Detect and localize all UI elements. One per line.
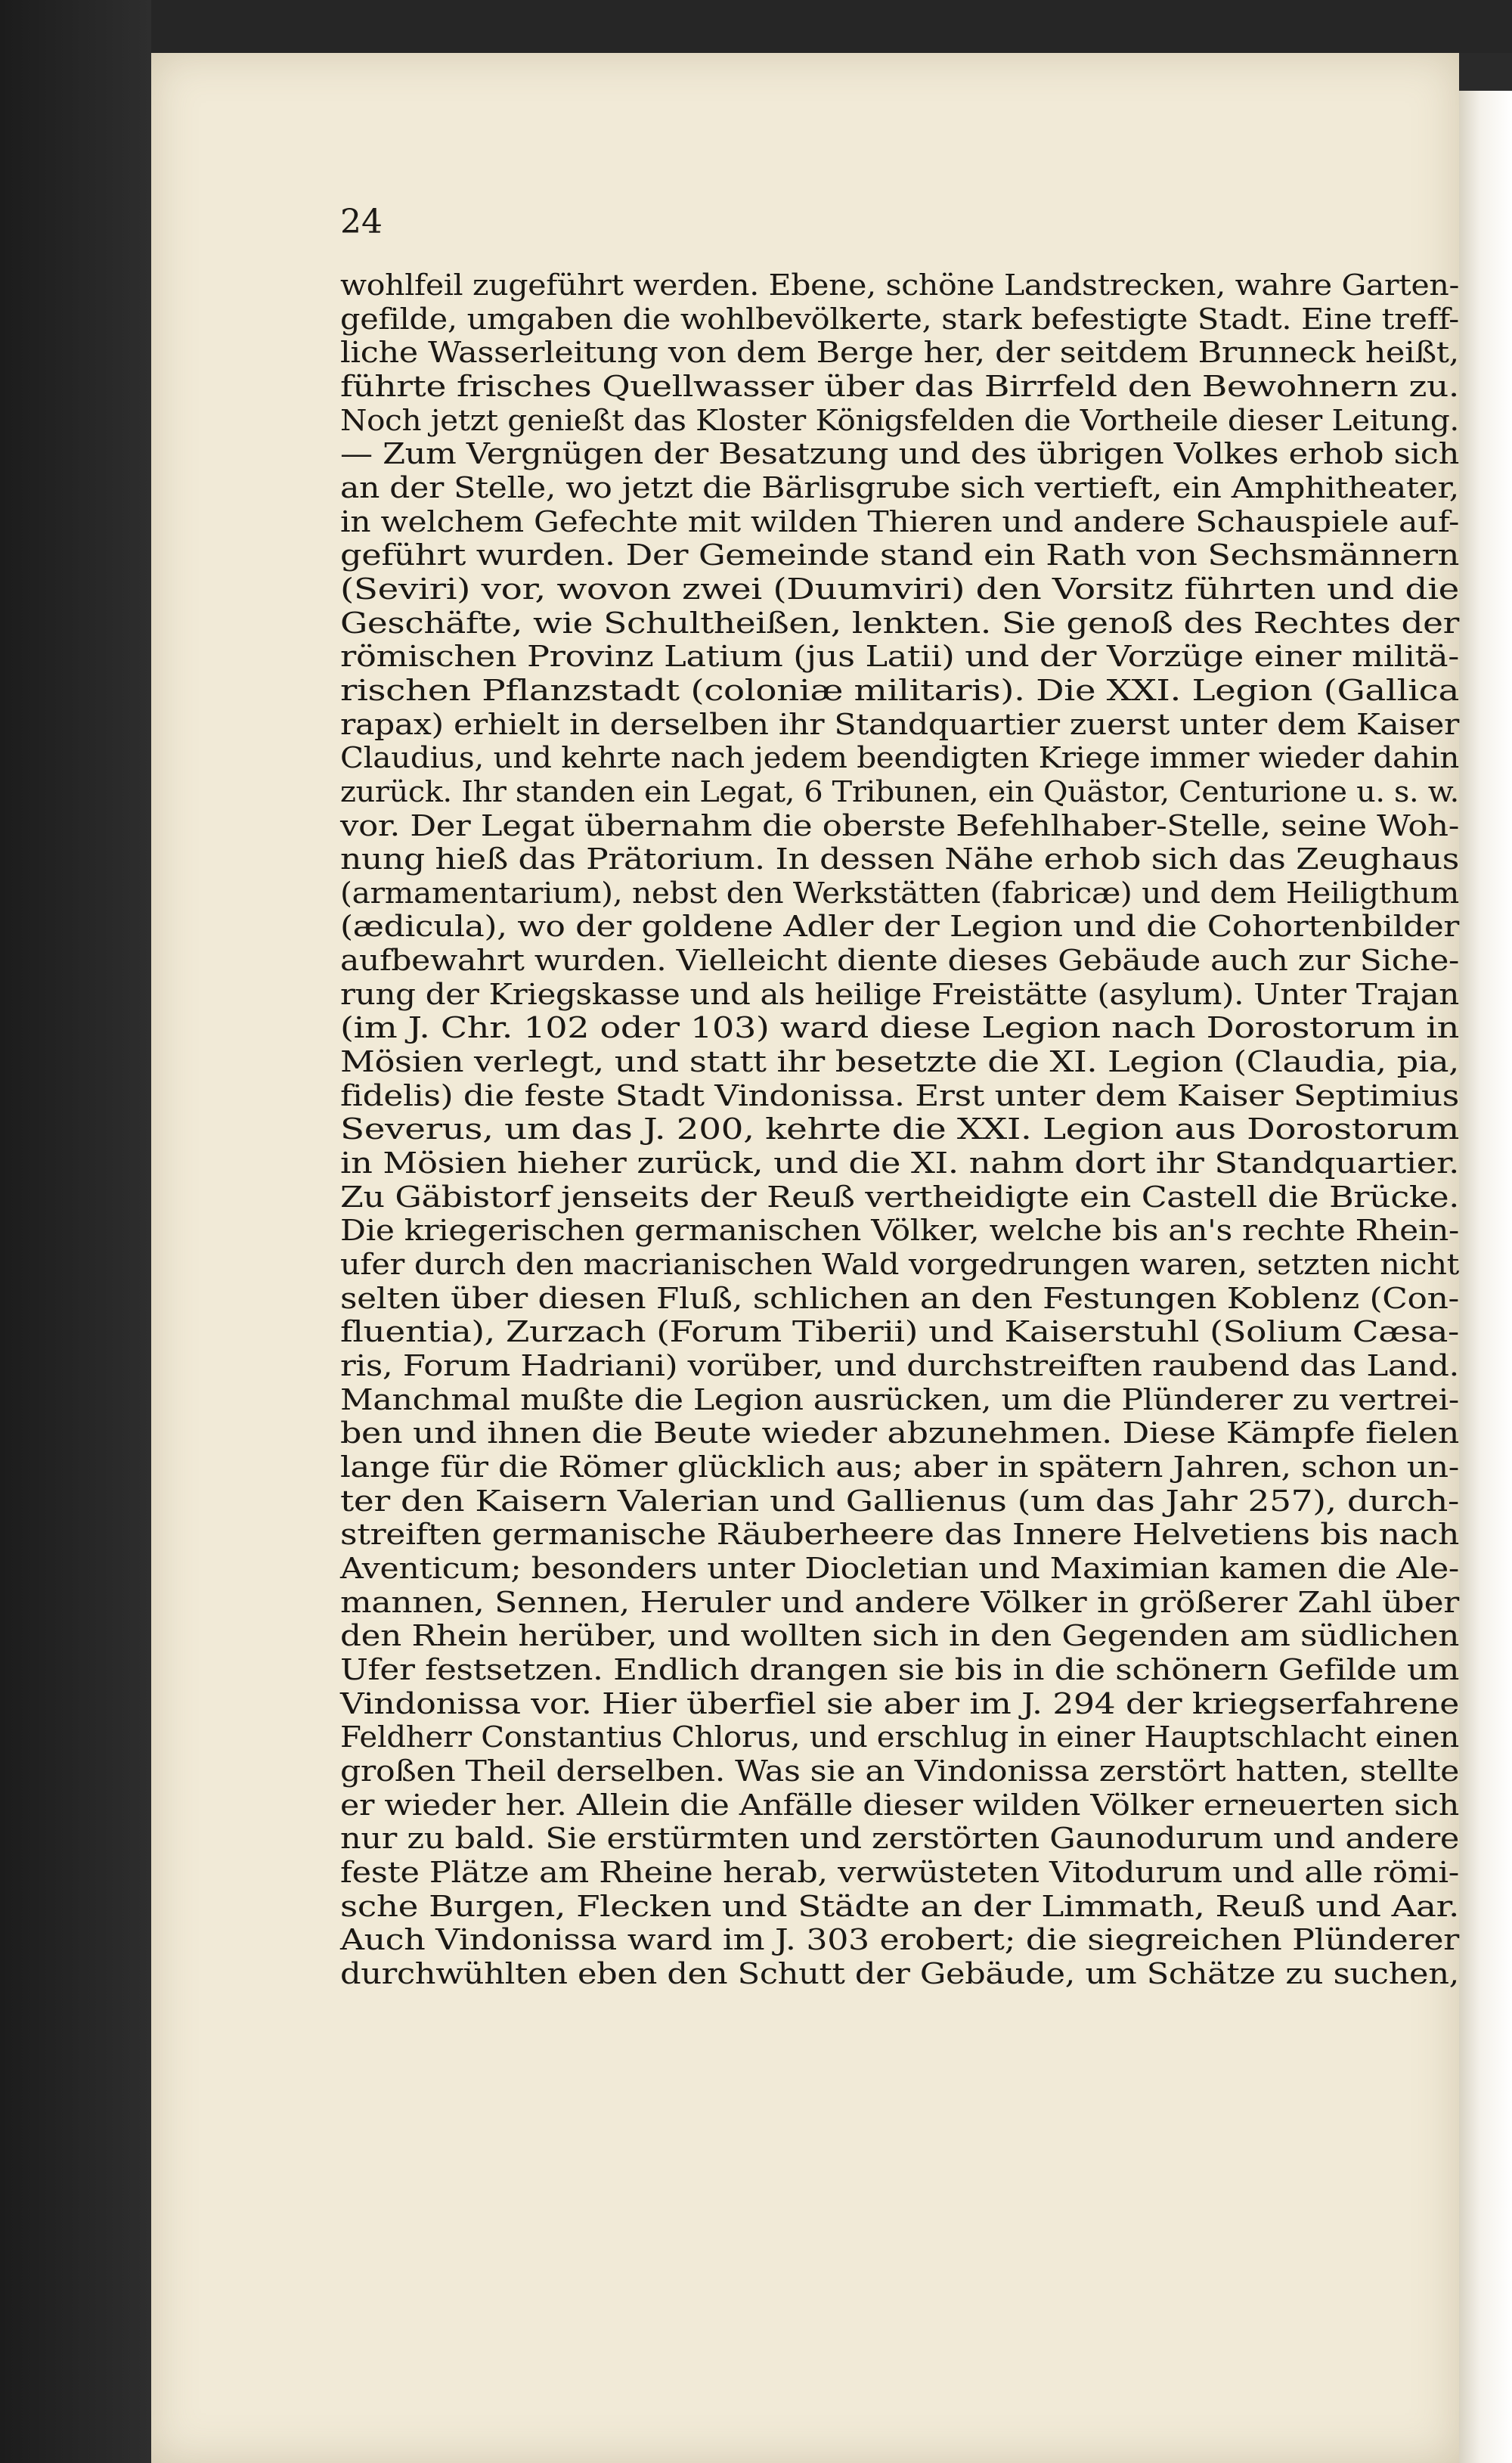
text-line: zurück. Ihr standen ein Legat, 6 Tribunen, ein Quästor, Centurione u. s. w.	[340, 774, 1459, 808]
text-line: an der Stelle, wo jetzt die Bärlisgrube sich vertieft, ein Amphitheater,	[340, 470, 1459, 504]
text-line: ufer durch den macrianischen Wald vorgedrungen waren, setzten nicht	[340, 1248, 1460, 1282]
text-line: aufbewahrt wurden. Vielleicht diente dieses Gebäude auch zur Siche-	[340, 944, 1460, 978]
text-line: — Zum Vergnügen der Besatzung und des übrigen Volkes erhob sich	[340, 437, 1459, 471]
text-line: Claudius, und kehrte nach jedem beendigten Kriege immer wieder dahin	[340, 741, 1459, 775]
text-line: lange für die Römer glücklich aus; aber in spätern Jahren, schon un-	[340, 1450, 1459, 1484]
text-line: gefilde, umgaben die wohlbevölkerte, stark befestigte Stadt. Eine treff-	[340, 302, 1459, 336]
text-line: (Seviri) vor, wovon zwei (Duumviri) den Vorsitz führten und die	[340, 572, 1459, 606]
text-line: ben und ihnen die Beute wieder abzunehmen. Diese Kämpfe fielen	[340, 1416, 1459, 1450]
text-line: Ufer festsetzen. Endlich drangen sie bis in die schönern Gefilde um	[340, 1652, 1459, 1686]
text-line: Manchmal mußte die Legion ausrücken, um die Plünderer zu vertrei-	[340, 1382, 1459, 1416]
text-line: Zu Gäbistorf jenseits der Reuß vertheidigte ein Castell die Brücke.	[340, 1180, 1459, 1214]
text-line: er wieder her. Allein die Anfälle dieser wilden Völker erneuerten sich	[340, 1788, 1459, 1822]
scan-background-left	[0, 0, 151, 2463]
text-line: Severus, um das J. 200, kehrte die XXI. Legion aus Dorostorum	[340, 1112, 1459, 1146]
text-line: rung der Kriegskasse und als heilige Freistätte (asylum). Unter Trajan	[340, 977, 1459, 1011]
text-line: streiften germanische Räuberheere das Innere Helvetiens bis nach	[340, 1518, 1459, 1552]
text-line: Vindonissa vor. Hier überfiel sie aber im J. 294 der kriegserfahrene	[340, 1686, 1459, 1720]
body-text	[340, 268, 1459, 1990]
text-line: nung hieß das Prätorium. In dessen Nähe erhob sich das Zeughaus	[340, 842, 1459, 876]
text-line: geführt wurden. Der Gemeinde stand ein Rath von Sechsmännern	[340, 538, 1459, 572]
text-line: Mösien verlegt, und statt ihr besetzte die XI. Legion (Claudia, pia,	[340, 1045, 1459, 1079]
text-line: römischen Provinz Latium (jus Latii) und der Vorzüge einer militä-	[340, 640, 1459, 674]
text-line: fluentia), Zurzach (Forum Tiberii) und Kaiserstuhl (Solium Cæsa-	[340, 1315, 1459, 1349]
text-line: führte frisches Quellwasser über das Birrfeld den Bewohnern zu.	[340, 369, 1459, 403]
page-number: 24	[340, 203, 383, 241]
text-line: Feldherr Constantius Chlorus, und erschlug in einer Hauptschlacht einen	[340, 1720, 1459, 1754]
text-line: liche Wasserleitung von dem Berge her, der seitdem Brunneck heißt,	[340, 336, 1459, 370]
text-line: den Rhein herüber, und wollten sich in den Gegenden am südlichen	[340, 1619, 1459, 1653]
text-line: in Mösien hieher zurück, und die XI. nahm dort ihr Standquartier.	[340, 1146, 1459, 1180]
text-line: Aventicum; besonders unter Diocletian und Maximian kamen die Ale-	[340, 1551, 1459, 1585]
text-line: mannen, Sennen, Heruler und andere Völker in größerer Zahl über	[340, 1585, 1459, 1619]
text-line: rapax) erhielt in derselben ihr Standquartier zuerst unter dem Kaiser	[340, 707, 1460, 741]
scan-background-top	[0, 0, 1512, 53]
text-line: selten über diesen Fluß, schlichen an den Festungen Koblenz (Con-	[340, 1281, 1459, 1315]
text-line: (im J. Chr. 102 oder 103) ward diese Legion nach Dorostorum in	[340, 1011, 1459, 1045]
text-line: nur zu bald. Sie erstürmten und zerstörten Gaunodurum und andere	[340, 1822, 1459, 1856]
text-line: Geschäfte, wie Schultheißen, lenkten. Sie genoß des Rechtes der	[340, 606, 1459, 640]
page-edge	[1459, 91, 1512, 2463]
text-line: (armamentarium), nebst den Werkstätten (fabricæ) und dem Heiligthum	[340, 876, 1459, 910]
text-line: Die kriegerischen germanischen Völker, welche bis an's rechte Rhein-	[340, 1214, 1459, 1248]
text-line: ris, Forum Hadriani) vorüber, und durchstreiften raubend das Land.	[340, 1349, 1459, 1382]
text-line: großen Theil derselben. Was sie an Vindonissa zerstört hatten, stellte	[340, 1754, 1459, 1788]
text-line: sche Burgen, Flecken und Städte an der Limmath, Reuß und Aar.	[340, 1889, 1459, 1923]
text-line: ter den Kaisern Valerian und Gallienus (um das Jahr 257), durch-	[340, 1484, 1459, 1518]
text-line: Auch Vindonissa ward im J. 303 erobert; die siegreichen Plünderer	[340, 1923, 1459, 1957]
text-line: durchwühlten eben den Schutt der Gebäude, um Schätze zu suchen,	[340, 1956, 1460, 1990]
text-line: vor. Der Legat übernahm die oberste Befehlhaber-Stelle, seine Woh-	[340, 808, 1459, 842]
text-line: (ædicula), wo der goldene Adler der Legion und die Cohortenbilder	[340, 910, 1459, 944]
text-line: Noch jetzt genießt das Kloster Königsfelden die Vortheile dieser Leitung.	[340, 403, 1459, 437]
text-line: wohlfeil zugeführt werden. Ebene, schöne Landstrecken, wahre Garten-	[340, 268, 1460, 302]
text-line: fidelis) die feste Stadt Vindonissa. Erst unter dem Kaiser Septimius	[340, 1078, 1459, 1112]
text-line: feste Plätze am Rheine herab, verwüsteten Vitodurum und alle römi-	[340, 1855, 1460, 1889]
text-line: rischen Pflanzstadt (coloniæ militaris). Die XXI. Legion (Gallica	[340, 673, 1459, 707]
text-line: in welchem Gefechte mit wilden Thieren und andere Schauspiele auf-	[340, 504, 1459, 538]
